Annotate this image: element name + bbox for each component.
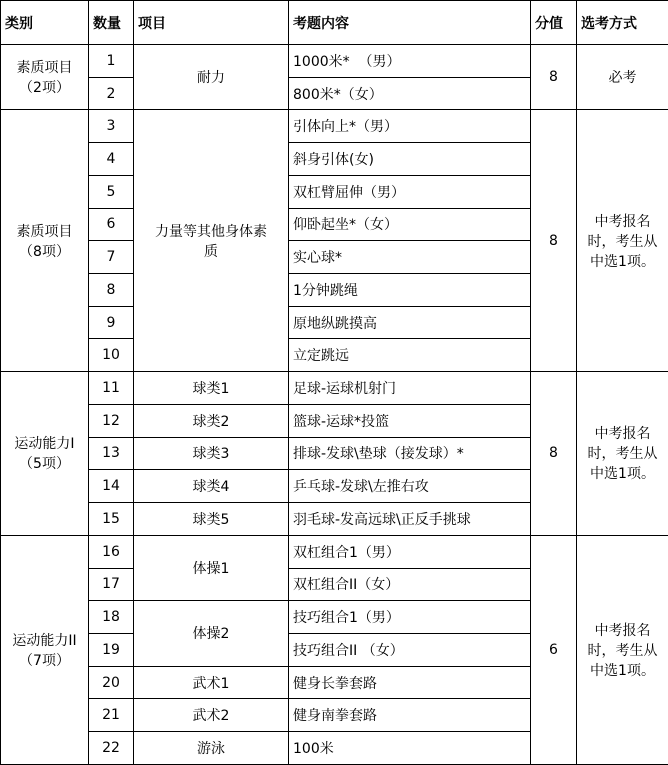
number-cell: 15: [89, 503, 134, 536]
item-cell: 游泳: [134, 732, 289, 765]
content-cell: 技巧组合II （女）: [289, 633, 531, 666]
header-method: 选考方式: [577, 1, 668, 45]
content-cell: 100米: [289, 732, 531, 765]
number-cell: 3: [89, 110, 134, 143]
content-cell: 乒乓球-发球\左推右攻: [289, 470, 531, 503]
method-cell: 中考报名时，考生从中选1项。: [577, 110, 668, 372]
content-cell: 羽毛球-发高远球\正反手挑球: [289, 503, 531, 536]
number-cell: 19: [89, 633, 134, 666]
category-cell: 运动能力II （7项）: [1, 535, 89, 764]
content-cell: 健身长拳套路: [289, 666, 531, 699]
content-cell: 双杠组合1（男）: [289, 535, 531, 568]
header-score: 分值: [531, 1, 577, 45]
score-cell: 8: [531, 110, 577, 372]
table-row: [1, 110, 668, 143]
content-cell: 1分钟跳绳: [289, 274, 531, 307]
table-row: [1, 535, 668, 568]
item-cell: 球类1: [134, 372, 289, 405]
number-cell: 20: [89, 666, 134, 699]
content-cell: 立定跳远: [289, 339, 531, 372]
table-row: [1, 372, 668, 405]
header-count: 数量: [89, 1, 134, 45]
number-cell: 22: [89, 732, 134, 765]
category-cell: 运动能力I （5项）: [1, 372, 89, 536]
number-cell: 4: [89, 143, 134, 176]
method-cell: 中考报名时，考生从中选1项。: [577, 535, 668, 764]
item-cell: 球类5: [134, 503, 289, 536]
number-cell: 21: [89, 699, 134, 732]
content-cell: 1000米* （男）: [289, 45, 531, 78]
number-cell: 7: [89, 241, 134, 274]
item-cell: 力量等其他身体素质: [134, 110, 289, 372]
item-cell: 武术1: [134, 666, 289, 699]
content-cell: 800米*（女）: [289, 77, 531, 110]
content-cell: 足球-运球机射门: [289, 372, 531, 405]
content-cell: 仰卧起坐*（女）: [289, 208, 531, 241]
content-cell: 原地纵跳摸高: [289, 306, 531, 339]
score-cell: 6: [531, 535, 577, 764]
table-body: [1, 45, 668, 765]
content-cell: 篮球-运球*投篮: [289, 404, 531, 437]
number-cell: 5: [89, 175, 134, 208]
number-cell: 9: [89, 306, 134, 339]
item-cell: 武术2: [134, 699, 289, 732]
header-item: 项目: [134, 1, 289, 45]
method-cell: 必考: [577, 45, 668, 110]
number-cell: 14: [89, 470, 134, 503]
content-cell: 排球-发球\垫球（接发球）*: [289, 437, 531, 470]
category-cell: 素质项目 （2项）: [1, 45, 89, 110]
number-cell: 10: [89, 339, 134, 372]
number-cell: 17: [89, 568, 134, 601]
item-cell: 球类2: [134, 404, 289, 437]
content-cell: 健身南拳套路: [289, 699, 531, 732]
header-row: [1, 1, 668, 45]
item-cell: 耐力: [134, 45, 289, 110]
number-cell: 1: [89, 45, 134, 78]
item-cell: 球类3: [134, 437, 289, 470]
number-cell: 16: [89, 535, 134, 568]
item-cell: 球类4: [134, 470, 289, 503]
header-content: 考题内容: [289, 1, 531, 45]
category-cell: 素质项目 （8项）: [1, 110, 89, 372]
content-cell: 实心球*: [289, 241, 531, 274]
content-cell: 双杠臂屈伸（男）: [289, 175, 531, 208]
content-cell: 斜身引体(女): [289, 143, 531, 176]
number-cell: 12: [89, 404, 134, 437]
header-category: 类别: [1, 1, 89, 45]
number-cell: 6: [89, 208, 134, 241]
number-cell: 18: [89, 601, 134, 634]
number-cell: 8: [89, 274, 134, 307]
content-cell: 技巧组合1（男）: [289, 601, 531, 634]
score-cell: 8: [531, 372, 577, 536]
content-cell: 双杠组合II（女）: [289, 568, 531, 601]
number-cell: 13: [89, 437, 134, 470]
number-cell: 11: [89, 372, 134, 405]
score-cell: 8: [531, 45, 577, 110]
number-cell: 2: [89, 77, 134, 110]
item-cell: 体操2: [134, 601, 289, 666]
item-cell: 体操1: [134, 535, 289, 600]
method-cell: 中考报名时，考生从中选1项。: [577, 372, 668, 536]
content-cell: 引体向上*（男）: [289, 110, 531, 143]
table-row: [1, 45, 668, 78]
